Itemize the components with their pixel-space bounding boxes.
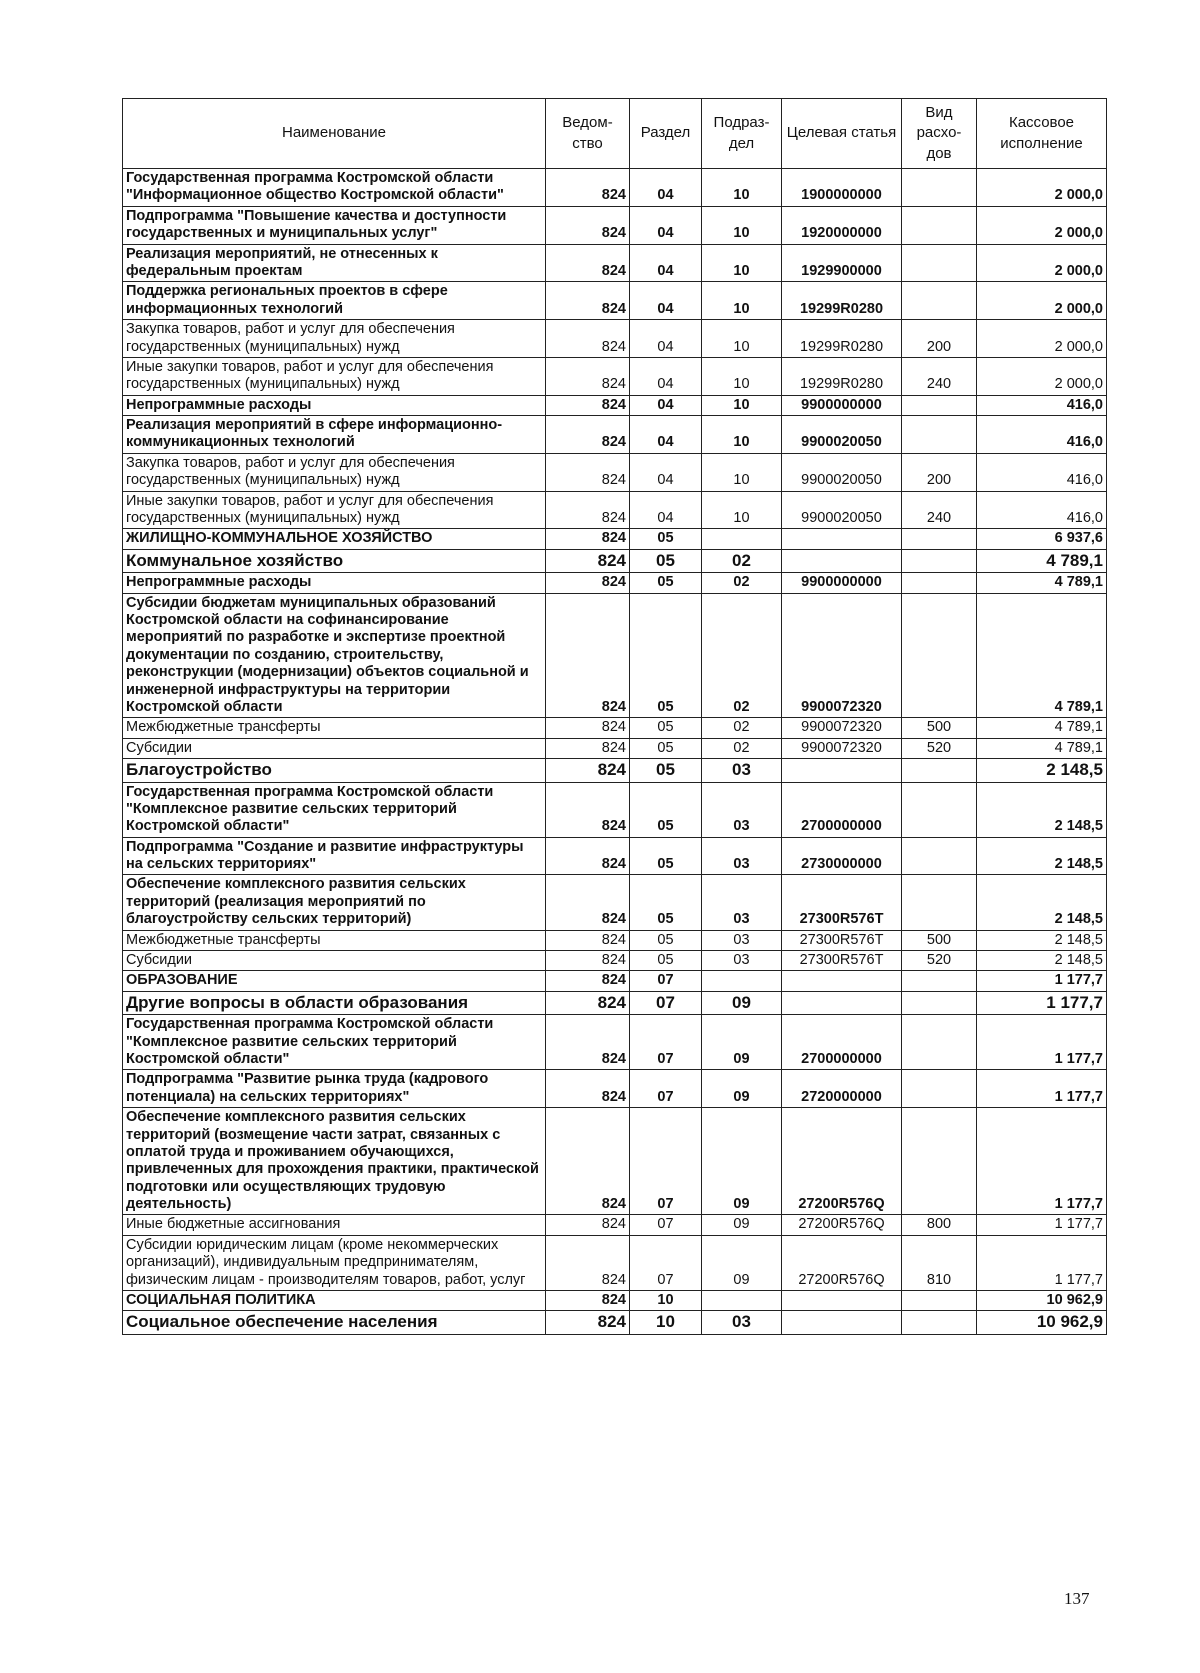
table-row xyxy=(123,1311,1107,1334)
cell-amount: 416,0 xyxy=(977,395,1107,415)
cell-vid xyxy=(902,759,977,782)
cell-podrazdel: 09 xyxy=(702,991,782,1014)
cell-celevaya: 9900020050 xyxy=(782,416,902,454)
cell-celevaya: 2730000000 xyxy=(782,837,902,875)
cell-name: Реализация мероприятий в сфере информационно-коммуникационных технологий xyxy=(123,416,546,454)
cell-amount: 1 177,7 xyxy=(977,1215,1107,1235)
cell-amount: 2 148,5 xyxy=(977,837,1107,875)
cell-vid xyxy=(902,837,977,875)
cell-vid: 520 xyxy=(902,738,977,758)
cell-celevaya: 19299R0280 xyxy=(782,282,902,320)
cell-ved: 824 xyxy=(546,282,630,320)
cell-vid xyxy=(902,529,977,549)
cell-ved: 824 xyxy=(546,244,630,282)
cell-razdel: 07 xyxy=(630,1108,702,1215)
cell-vid: 200 xyxy=(902,320,977,358)
header-podrazdel: Подраз-дел xyxy=(702,99,782,169)
cell-ved: 824 xyxy=(546,357,630,395)
cell-vid xyxy=(902,206,977,244)
cell-razdel: 04 xyxy=(630,416,702,454)
table-row xyxy=(123,573,1107,593)
cell-razdel: 05 xyxy=(630,529,702,549)
cell-celevaya: 9900000000 xyxy=(782,573,902,593)
cell-amount: 1 177,7 xyxy=(977,1108,1107,1215)
cell-razdel: 05 xyxy=(630,593,702,718)
cell-name: Поддержка региональных проектов в сфере информационных технологий xyxy=(123,282,546,320)
cell-ved: 824 xyxy=(546,930,630,950)
cell-vid: 520 xyxy=(902,951,977,971)
cell-celevaya: 2700000000 xyxy=(782,1015,902,1070)
table-row xyxy=(123,991,1107,1014)
cell-razdel: 10 xyxy=(630,1311,702,1334)
table-row xyxy=(123,1015,1107,1070)
cell-razdel: 10 xyxy=(630,1291,702,1311)
cell-celevaya: 27200R576Q xyxy=(782,1108,902,1215)
cell-name: Субсидии xyxy=(123,951,546,971)
cell-podrazdel: 10 xyxy=(702,244,782,282)
header-kassa: Кассовое исполнение xyxy=(977,99,1107,169)
cell-name: Другие вопросы в области образования xyxy=(123,991,546,1014)
cell-vid xyxy=(902,1108,977,1215)
cell-amount: 4 789,1 xyxy=(977,549,1107,572)
cell-name: Благоустройство xyxy=(123,759,546,782)
table-row xyxy=(123,395,1107,415)
cell-name: Иные бюджетные ассигнования xyxy=(123,1215,546,1235)
cell-name: Закупка товаров, работ и услуг для обеспечения государственных (муниципальных) нужд xyxy=(123,453,546,491)
cell-podrazdel: 10 xyxy=(702,206,782,244)
header-ved: Ведом-ство xyxy=(546,99,630,169)
cell-vid: 240 xyxy=(902,491,977,529)
header-razdel: Раздел xyxy=(630,99,702,169)
cell-name: Подпрограмма "Создание и развитие инфраструктуры на сельских территориях" xyxy=(123,837,546,875)
table-row xyxy=(123,875,1107,930)
cell-amount: 2 148,5 xyxy=(977,951,1107,971)
cell-name: Межбюджетные трансферты xyxy=(123,718,546,738)
table-row xyxy=(123,971,1107,991)
cell-celevaya: 1929900000 xyxy=(782,244,902,282)
cell-razdel: 05 xyxy=(630,875,702,930)
table-row xyxy=(123,320,1107,358)
cell-ved: 824 xyxy=(546,875,630,930)
cell-razdel: 07 xyxy=(630,1070,702,1108)
cell-ved: 824 xyxy=(546,1291,630,1311)
cell-name: Подпрограмма "Повышение качества и доступности государственных и муниципальных услуг" xyxy=(123,206,546,244)
cell-name: ОБРАЗОВАНИЕ xyxy=(123,971,546,991)
cell-razdel: 05 xyxy=(630,573,702,593)
cell-amount: 2 000,0 xyxy=(977,282,1107,320)
cell-vid xyxy=(902,971,977,991)
table-row xyxy=(123,416,1107,454)
cell-celevaya: 9900072320 xyxy=(782,593,902,718)
cell-razdel: 04 xyxy=(630,453,702,491)
cell-amount: 2 148,5 xyxy=(977,782,1107,837)
table-row xyxy=(123,759,1107,782)
cell-vid xyxy=(902,395,977,415)
cell-vid xyxy=(902,782,977,837)
cell-vid xyxy=(902,169,977,207)
cell-amount: 4 789,1 xyxy=(977,593,1107,718)
cell-podrazdel: 02 xyxy=(702,573,782,593)
cell-podrazdel: 10 xyxy=(702,169,782,207)
cell-name: Государственная программа Костромской области "Информационное общество Костромской области" xyxy=(123,169,546,207)
cell-vid xyxy=(902,244,977,282)
cell-vid xyxy=(902,282,977,320)
cell-celevaya: 9900020050 xyxy=(782,491,902,529)
cell-name: Социальное обеспечение населения xyxy=(123,1311,546,1334)
cell-name: Обеспечение комплексного развития сельских территорий (возмещение части затрат, связанных с оплатой труда и проживанием обучающихся, привлеченных для прохождения практики, практической подготовки или осуществляющих трудовую деятельность) xyxy=(123,1108,546,1215)
cell-celevaya xyxy=(782,991,902,1014)
cell-razdel: 05 xyxy=(630,837,702,875)
cell-ved: 824 xyxy=(546,529,630,549)
cell-amount: 10 962,9 xyxy=(977,1311,1107,1334)
cell-vid xyxy=(902,416,977,454)
cell-podrazdel: 02 xyxy=(702,718,782,738)
cell-podrazdel: 02 xyxy=(702,738,782,758)
cell-amount: 416,0 xyxy=(977,453,1107,491)
cell-ved: 824 xyxy=(546,1235,630,1290)
cell-ved: 824 xyxy=(546,1215,630,1235)
cell-ved: 824 xyxy=(546,971,630,991)
table-row xyxy=(123,1108,1107,1215)
cell-razdel: 07 xyxy=(630,971,702,991)
cell-razdel: 05 xyxy=(630,930,702,950)
cell-razdel: 05 xyxy=(630,951,702,971)
table-row xyxy=(123,453,1107,491)
table-row xyxy=(123,169,1107,207)
cell-podrazdel: 03 xyxy=(702,759,782,782)
cell-amount: 2 000,0 xyxy=(977,244,1107,282)
cell-celevaya: 2700000000 xyxy=(782,782,902,837)
cell-razdel: 07 xyxy=(630,1015,702,1070)
cell-ved: 824 xyxy=(546,549,630,572)
cell-vid xyxy=(902,1015,977,1070)
cell-razdel: 04 xyxy=(630,395,702,415)
table-row xyxy=(123,206,1107,244)
cell-celevaya: 27300R576T xyxy=(782,951,902,971)
table-body xyxy=(123,169,1107,1335)
cell-celevaya xyxy=(782,1311,902,1334)
cell-podrazdel: 09 xyxy=(702,1015,782,1070)
cell-vid: 500 xyxy=(902,930,977,950)
cell-ved: 824 xyxy=(546,951,630,971)
cell-ved: 824 xyxy=(546,991,630,1014)
cell-name: Иные закупки товаров, работ и услуг для обеспечения государственных (муниципальных) нужд xyxy=(123,491,546,529)
cell-celevaya: 27300R576T xyxy=(782,930,902,950)
cell-amount: 1 177,7 xyxy=(977,1070,1107,1108)
cell-podrazdel: 10 xyxy=(702,395,782,415)
cell-podrazdel xyxy=(702,971,782,991)
cell-podrazdel: 03 xyxy=(702,837,782,875)
cell-name: Подпрограмма "Развитие рынка труда (кадрового потенциала) на сельских территориях" xyxy=(123,1070,546,1108)
table-row xyxy=(123,1070,1107,1108)
cell-amount: 2 148,5 xyxy=(977,759,1107,782)
header-vid: Вид расхо-дов xyxy=(902,99,977,169)
cell-celevaya: 1900000000 xyxy=(782,169,902,207)
cell-razdel: 05 xyxy=(630,549,702,572)
cell-razdel: 04 xyxy=(630,169,702,207)
cell-vid xyxy=(902,1291,977,1311)
cell-ved: 824 xyxy=(546,320,630,358)
cell-razdel: 07 xyxy=(630,1215,702,1235)
cell-ved: 824 xyxy=(546,837,630,875)
cell-ved: 824 xyxy=(546,1070,630,1108)
cell-name: СОЦИАЛЬНАЯ ПОЛИТИКА xyxy=(123,1291,546,1311)
cell-name: Субсидии юридическим лицам (кроме некоммерческих организаций), индивидуальным предпринимателям, физическим лицам - производителям товаров, работ, услуг xyxy=(123,1235,546,1290)
table-row xyxy=(123,951,1107,971)
header-name: Наименование xyxy=(123,99,546,169)
cell-ved: 824 xyxy=(546,718,630,738)
cell-name: Непрограммные расходы xyxy=(123,573,546,593)
cell-ved: 824 xyxy=(546,593,630,718)
cell-name: Закупка товаров, работ и услуг для обеспечения государственных (муниципальных) нужд xyxy=(123,320,546,358)
cell-ved: 824 xyxy=(546,573,630,593)
cell-ved: 824 xyxy=(546,169,630,207)
cell-ved: 824 xyxy=(546,453,630,491)
cell-podrazdel: 09 xyxy=(702,1070,782,1108)
cell-name: Межбюджетные трансферты xyxy=(123,930,546,950)
cell-amount: 2 148,5 xyxy=(977,930,1107,950)
cell-celevaya xyxy=(782,759,902,782)
cell-celevaya: 27300R576T xyxy=(782,875,902,930)
cell-razdel: 07 xyxy=(630,1235,702,1290)
table-row xyxy=(123,1235,1107,1290)
cell-celevaya xyxy=(782,1291,902,1311)
cell-podrazdel: 03 xyxy=(702,875,782,930)
cell-name: Иные закупки товаров, работ и услуг для обеспечения государственных (муниципальных) нужд xyxy=(123,357,546,395)
cell-razdel: 05 xyxy=(630,718,702,738)
cell-amount: 4 789,1 xyxy=(977,573,1107,593)
cell-amount: 2 148,5 xyxy=(977,875,1107,930)
cell-amount: 2 000,0 xyxy=(977,320,1107,358)
cell-celevaya: 27200R576Q xyxy=(782,1215,902,1235)
table-row xyxy=(123,593,1107,718)
table-row xyxy=(123,244,1107,282)
table-row xyxy=(123,1215,1107,1235)
cell-celevaya: 27200R576Q xyxy=(782,1235,902,1290)
cell-razdel: 05 xyxy=(630,759,702,782)
cell-amount: 2 000,0 xyxy=(977,357,1107,395)
cell-vid xyxy=(902,573,977,593)
table-row xyxy=(123,282,1107,320)
cell-name: Коммунальное хозяйство xyxy=(123,549,546,572)
cell-razdel: 04 xyxy=(630,244,702,282)
cell-vid: 810 xyxy=(902,1235,977,1290)
cell-amount: 2 000,0 xyxy=(977,169,1107,207)
table-row xyxy=(123,738,1107,758)
cell-name: Обеспечение комплексного развития сельских территорий (реализация мероприятий по благоустройству сельских территорий) xyxy=(123,875,546,930)
cell-ved: 824 xyxy=(546,416,630,454)
cell-name: Субсидии бюджетам муниципальных образований Костромской области на софинансирование мероприятий по разработке и экспертизе проектной документации по созданию, строительству, реконструкции (модернизации) объектов социальной и инженерной инфраструктуры на территории Костромской области xyxy=(123,593,546,718)
table-row xyxy=(123,549,1107,572)
cell-celevaya xyxy=(782,971,902,991)
table-row xyxy=(123,718,1107,738)
cell-razdel: 05 xyxy=(630,782,702,837)
cell-celevaya: 1920000000 xyxy=(782,206,902,244)
cell-name: Реализация мероприятий, не отнесенных к федеральным проектам xyxy=(123,244,546,282)
cell-celevaya xyxy=(782,529,902,549)
cell-razdel: 05 xyxy=(630,738,702,758)
cell-amount: 4 789,1 xyxy=(977,718,1107,738)
cell-ved: 824 xyxy=(546,395,630,415)
cell-razdel: 07 xyxy=(630,991,702,1014)
cell-name: Непрограммные расходы xyxy=(123,395,546,415)
cell-podrazdel: 03 xyxy=(702,1311,782,1334)
cell-ved: 824 xyxy=(546,1311,630,1334)
cell-podrazdel: 03 xyxy=(702,930,782,950)
cell-ved: 824 xyxy=(546,1015,630,1070)
cell-razdel: 04 xyxy=(630,491,702,529)
cell-amount: 416,0 xyxy=(977,491,1107,529)
cell-razdel: 04 xyxy=(630,320,702,358)
cell-podrazdel: 09 xyxy=(702,1215,782,1235)
cell-vid xyxy=(902,1311,977,1334)
table-row xyxy=(123,491,1107,529)
cell-name: ЖИЛИЩНО-КОММУНАЛЬНОЕ ХОЗЯЙСТВО xyxy=(123,529,546,549)
cell-amount: 2 000,0 xyxy=(977,206,1107,244)
cell-ved: 824 xyxy=(546,759,630,782)
cell-ved: 824 xyxy=(546,206,630,244)
cell-amount: 1 177,7 xyxy=(977,971,1107,991)
cell-name: Субсидии xyxy=(123,738,546,758)
page-number: 137 xyxy=(1064,1589,1090,1608)
cell-ved: 824 xyxy=(546,738,630,758)
cell-podrazdel: 10 xyxy=(702,453,782,491)
table-row xyxy=(123,782,1107,837)
table-header-row xyxy=(123,99,1107,169)
cell-vid xyxy=(902,991,977,1014)
cell-podrazdel: 03 xyxy=(702,951,782,971)
cell-name: Государственная программа Костромской области "Комплексное развитие сельских территорий Костромской области" xyxy=(123,782,546,837)
cell-razdel: 04 xyxy=(630,206,702,244)
table-row xyxy=(123,529,1107,549)
cell-podrazdel: 02 xyxy=(702,549,782,572)
table-row xyxy=(123,357,1107,395)
cell-podrazdel: 03 xyxy=(702,782,782,837)
cell-vid xyxy=(902,1070,977,1108)
cell-celevaya: 9900020050 xyxy=(782,453,902,491)
cell-amount: 1 177,7 xyxy=(977,991,1107,1014)
table-row xyxy=(123,1291,1107,1311)
budget-execution-table xyxy=(122,98,1107,1335)
cell-celevaya: 9900000000 xyxy=(782,395,902,415)
cell-name: Государственная программа Костромской области "Комплексное развитие сельских территорий Костромской области" xyxy=(123,1015,546,1070)
cell-vid xyxy=(902,549,977,572)
cell-podrazdel: 10 xyxy=(702,491,782,529)
cell-amount: 1 177,7 xyxy=(977,1015,1107,1070)
cell-ved: 824 xyxy=(546,491,630,529)
cell-vid xyxy=(902,593,977,718)
cell-vid: 200 xyxy=(902,453,977,491)
cell-razdel: 04 xyxy=(630,282,702,320)
cell-podrazdel: 10 xyxy=(702,320,782,358)
cell-podrazdel: 02 xyxy=(702,593,782,718)
cell-podrazdel: 10 xyxy=(702,282,782,320)
cell-amount: 4 789,1 xyxy=(977,738,1107,758)
cell-ved: 824 xyxy=(546,782,630,837)
cell-vid: 500 xyxy=(902,718,977,738)
cell-amount: 1 177,7 xyxy=(977,1235,1107,1290)
cell-celevaya: 9900072320 xyxy=(782,738,902,758)
cell-razdel: 04 xyxy=(630,357,702,395)
cell-celevaya: 19299R0280 xyxy=(782,357,902,395)
table-row xyxy=(123,837,1107,875)
cell-podrazdel: 10 xyxy=(702,416,782,454)
cell-celevaya: 2720000000 xyxy=(782,1070,902,1108)
cell-ved: 824 xyxy=(546,1108,630,1215)
cell-podrazdel: 09 xyxy=(702,1235,782,1290)
cell-podrazdel: 10 xyxy=(702,357,782,395)
cell-vid: 800 xyxy=(902,1215,977,1235)
cell-amount: 416,0 xyxy=(977,416,1107,454)
cell-amount: 10 962,9 xyxy=(977,1291,1107,1311)
cell-celevaya: 9900072320 xyxy=(782,718,902,738)
cell-celevaya: 19299R0280 xyxy=(782,320,902,358)
header-celevaya: Целевая статья xyxy=(782,99,902,169)
cell-vid xyxy=(902,875,977,930)
cell-podrazdel xyxy=(702,1291,782,1311)
cell-amount: 6 937,6 xyxy=(977,529,1107,549)
table-row xyxy=(123,930,1107,950)
cell-celevaya xyxy=(782,549,902,572)
cell-podrazdel: 09 xyxy=(702,1108,782,1215)
cell-podrazdel xyxy=(702,529,782,549)
cell-vid: 240 xyxy=(902,357,977,395)
